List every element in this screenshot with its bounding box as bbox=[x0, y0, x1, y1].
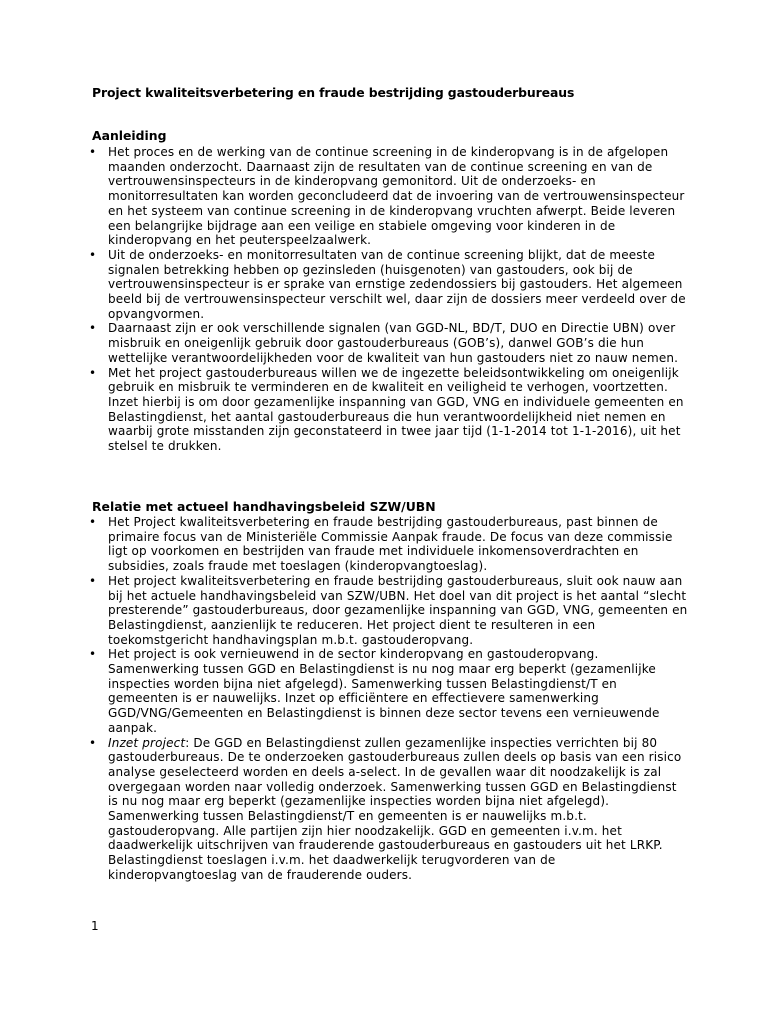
bullet-icon: • bbox=[89, 735, 97, 750]
list-item bbox=[88, 145, 688, 248]
section-heading-aanleiding: Aanleiding bbox=[92, 128, 167, 143]
list-item bbox=[88, 515, 688, 574]
list-item-text: Het proces en de werking van de continue screening in de kinderopvang is in de afgelopen maanden onderzocht. Daarnaast zijn de resultaten van de continue screening en van de vertrouwensinspecteurs in de kinderopvang gemonitord. Uit de onderzoeks- en monitorresultaten kan worden geconcludeerd dat de invoering van de vertrouwensinspecteur en het systeem van continue screening in de kinderopvang vruchten afwerpt. Beide leveren een belangrijke bijdrage aan een veilige en stabiele omgeving voor kinderen in de kinderopvang en het peuterspeelzaalwerk. bbox=[108, 145, 685, 248]
bullet-icon: • bbox=[89, 647, 97, 662]
section-heading-relatie-handhavingsbeleid: Relatie met actueel handhavingsbeleid SZW/UBN bbox=[92, 499, 436, 514]
list-item-text: Met het project gastouderbureaus willen we de ingezette beleidsontwikkeling om oneigenlijk gebruik en misbruik te verminderen en de kwaliteit en veiligheid te verhogen, voortzetten. Inzet hierbij is om door gezamenlijke inspanning van GGD, VNG en individuele gemeenten en Belastingdienst, het aantal gastouderbureaus die hun verantwoordelijkheid niet nemen en waarbij grote misstanden zijn geconstateerd in twee jaar tijd (1-1-2014 tot 1-1-2016), uit het stelsel te drukken. bbox=[108, 365, 684, 454]
list-item bbox=[88, 248, 688, 322]
list-item bbox=[88, 574, 688, 648]
list-item bbox=[88, 647, 688, 735]
bullet-icon: • bbox=[89, 247, 97, 262]
bullet-list-relatie-handhavingsbeleid bbox=[88, 515, 688, 883]
bullet-icon: • bbox=[89, 321, 97, 336]
list-item-text: Daarnaast zijn er ook verschillende signalen (van GGD-NL, BD/T, DUO en Directie UBN) over misbruik en oneigenlijk gebruik door gastouderbureaus (GOB’s), danwel GOB’s die hun wettelijke verantwoordelijkheden voor de kwaliteit van hun gastouders niet zo nauw nemen. bbox=[108, 321, 679, 365]
inzet-project-text: : De GGD en Belastingdienst zullen gezamenlijke inspecties verrichten bij 80 gastouderbureaus. De te onderzoeken gastouderbureaus zullen deels op basis van een risico analyse geselecteerd worden en deels a-select. In de gevallen waar dit noodzakelijk is zal overgegaan worden naar volledig onderzoek. Samenwerking tussen GGD en Belastingdienst is nu nog maar erg beperkt (gezamenlijke inspecties worden bijna niet afgelegd). Samenwerking tussen Belastingdienst/T en gemeenten is er nauwelijks m.b.t. gastouderopvang. Alle partijen zijn hier noodzakelijk. GGD en gemeenten i.v.m. het daadwerkelijk uitschrijven van frauderende gastouderbureaus en gastouders uit het LRKP. Belastingdienst toeslagen i.v.m. het daadwerkelijk terugvorderen van de kinderopvangtoeslag van de frauderende ouders. bbox=[108, 735, 682, 882]
page-number: 1 bbox=[91, 919, 99, 933]
list-item bbox=[88, 366, 688, 454]
list-item-text: Uit de onderzoeks- en monitorresultaten van de continue screening blijkt, dat de meeste signalen betrekking hebben op gezinsleden (huisgenoten) van gastouders, ook bij de vertrouwensinspecteur is er sprake van ernstige zedendossiers bij gastouders. Het algemeen beeld bij de vertrouwensinspecteur verschilt wel, daar zijn de dossiers meer verdeeld over de opvangvormen. bbox=[108, 247, 686, 321]
bullet-icon: • bbox=[89, 515, 97, 529]
list-item-text: Het project kwaliteitsverbetering en fraude bestrijding gastouderbureaus, sluit ook nauw aan bij het actuele handhavingsbeleid van SZW/UBN. Het doel van dit project is het aantal “slecht presterende” gastouderbureaus, door gezamenlijke inspanning van GGD, VNG, gemeenten en Belastingdienst, aanzienlijk te reduceren. Het project dient te resulteren in een toekomstgericht handhavingsplan m.b.t. gastouderopvang. bbox=[108, 573, 688, 647]
bullet-list-aanleiding bbox=[88, 145, 688, 454]
list-item bbox=[88, 736, 688, 883]
inzet-project-label: Inzet project bbox=[108, 735, 186, 750]
document-title: Project kwaliteitsverbetering en fraude bestrijding gastouderbureaus bbox=[92, 85, 575, 100]
bullet-icon: • bbox=[89, 365, 97, 380]
bullet-icon: • bbox=[89, 145, 97, 159]
list-item-text: Het Project kwaliteitsverbetering en fraude bestrijding gastouderbureaus, past binnen de primaire focus van de Ministeriële Commissie Aanpak fraude. De focus van deze commissie ligt op voorkomen en bestrijden van fraude met individuele inkomensoverdrachten en subsidies, zoals fraude met toeslagen (kinderopvangtoeslag). bbox=[108, 515, 673, 574]
list-item-text bbox=[108, 736, 688, 883]
bullet-icon: • bbox=[89, 573, 97, 588]
list-item bbox=[88, 321, 688, 365]
list-item-text: Het project is ook vernieuwend in de sector kinderopvang en gastouderopvang. Samenwerking tussen GGD en Belastingdienst is nu nog maar erg beperkt (gezamenlijke inspecties worden bijna niet afgelegd). Samenwerking tussen Belastingdienst/T en gemeenten is er nauwelijks. Inzet op efficiëntere en effectievere samenwerking GGD/VNG/Gemeenten en Belastingdienst is binnen deze sector tevens een vernieuwende aanpak. bbox=[108, 647, 660, 735]
